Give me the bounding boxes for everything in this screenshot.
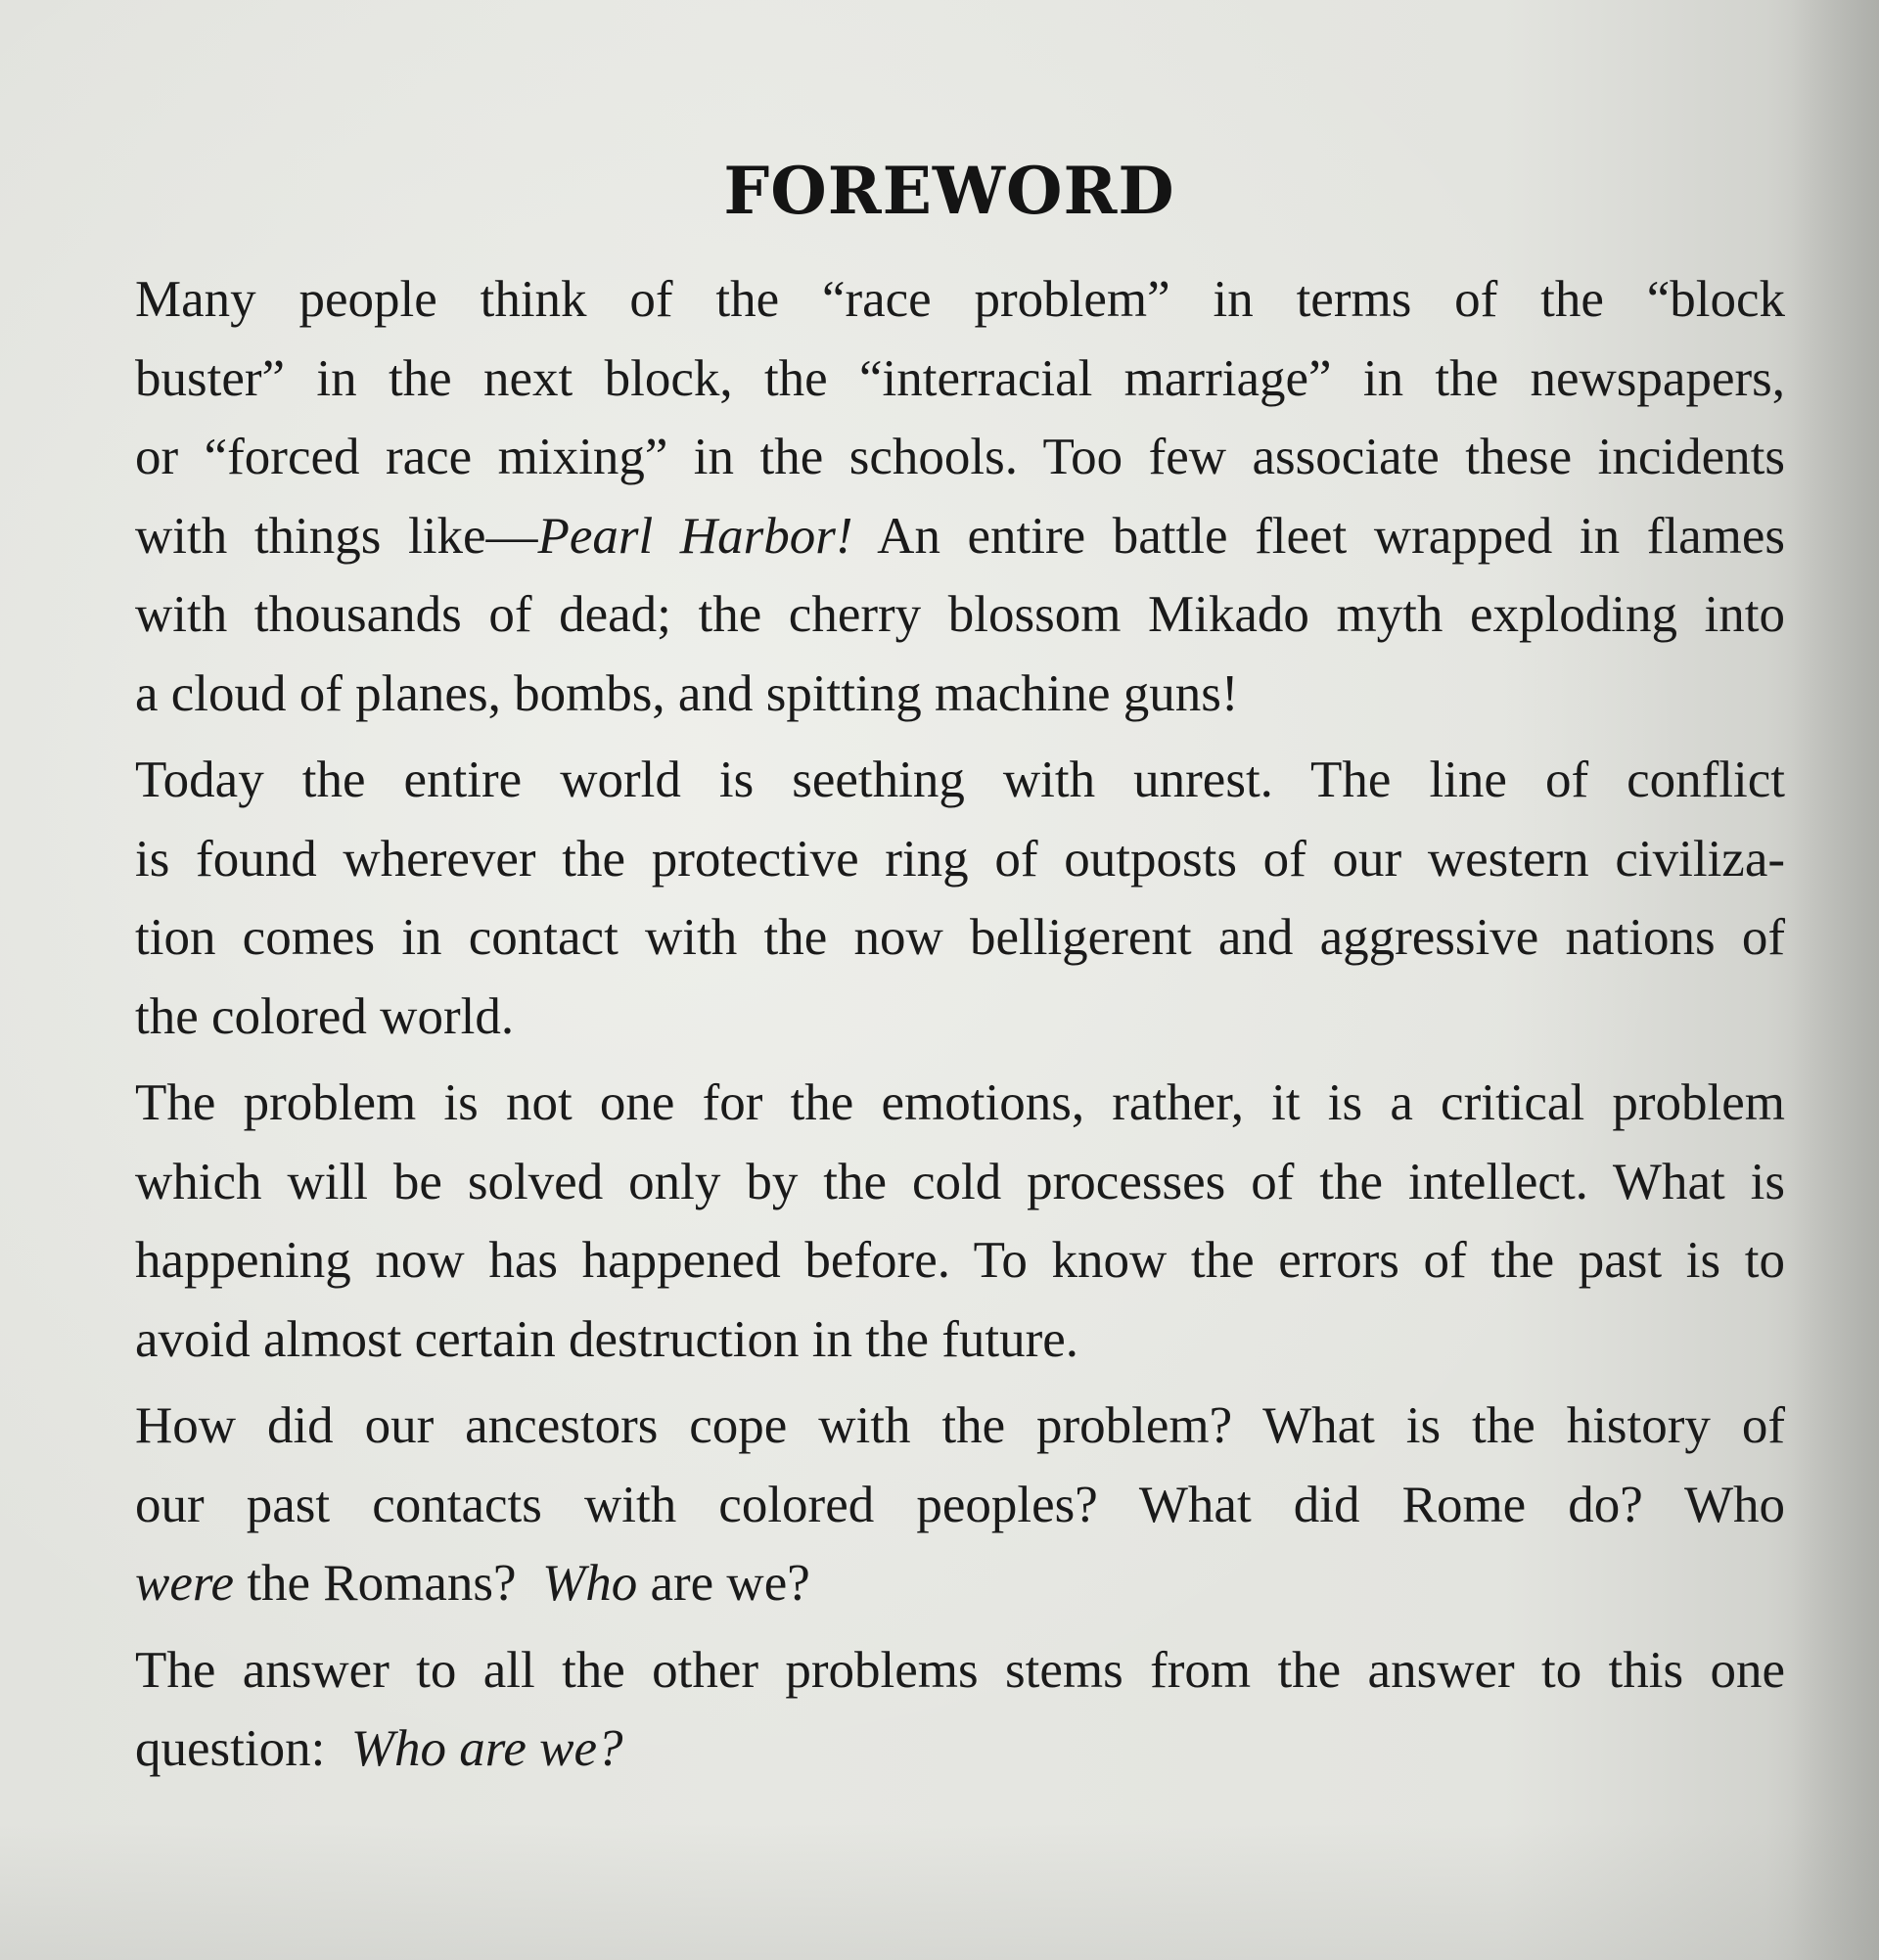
page-bottom-shadow (0, 1823, 1879, 1960)
text-line: were the Romans? Who are we? (135, 1555, 810, 1612)
text-line: The problem is not one for the emotions, rather, it is a critical problem (135, 1074, 1785, 1131)
paragraph-1 (82, 260, 1785, 733)
text-line: How did our ancestors cope with the problem? What is the history of (135, 1397, 1785, 1454)
text-line: Many people think of the “race problem” in terms of the “block (135, 271, 1785, 328)
text-line: buster” in the next block, the “interracial marriage” in the newspapers, (135, 349, 1785, 407)
emphasis-text: Pearl Harbor! (537, 507, 853, 565)
text-line: Today the entire world is seething with unrest. The line of conflict (135, 752, 1785, 808)
emphasis-text: Who are we? (350, 1720, 623, 1777)
text-line: is found wherever the protective ring of outposts of our western civiliza- (135, 830, 1785, 888)
text-line: happening now has happened before. To know the errors of the past is to (135, 1232, 1785, 1289)
paragraph-2 (82, 741, 1785, 1056)
paragraph-3 (82, 1064, 1785, 1379)
page-gutter-shadow (1791, 0, 1879, 1960)
text-line: the colored world. (135, 987, 515, 1045)
text-line: our past contacts with colored peoples? What did Rome do? Who (135, 1476, 1785, 1533)
text-line: which will be solved only by the cold processes of the intellect. What is (135, 1153, 1785, 1210)
text-line: The answer to all the other problems stems from the answer to this one (135, 1641, 1785, 1699)
page-title: FOREWORD (723, 153, 1175, 229)
emphasis-text: Who (542, 1555, 638, 1612)
text-line: tion comes in contact with the now belligerent and aggressive nations of (135, 909, 1785, 966)
text-line: question: Who are we? (135, 1720, 623, 1777)
text-line: avoid almost certain destruction in the future. (135, 1310, 1079, 1368)
foreword-body (82, 260, 1785, 1797)
emphasis-text: were (135, 1555, 235, 1612)
paragraph-4 (82, 1387, 1785, 1623)
text-line: or “forced race mixing” in the schools. Too few associate these incidents (135, 429, 1785, 485)
text-line: a cloud of planes, bombs, and spitting machine guns! (135, 664, 1239, 722)
paragraph-5 (82, 1631, 1785, 1789)
text-line: with thousands of dead; the cherry blossom Mikado myth exploding into (135, 586, 1785, 643)
text-line: with things like—Pearl Harbor! An entire battle fleet wrapped in flames (135, 507, 1785, 565)
